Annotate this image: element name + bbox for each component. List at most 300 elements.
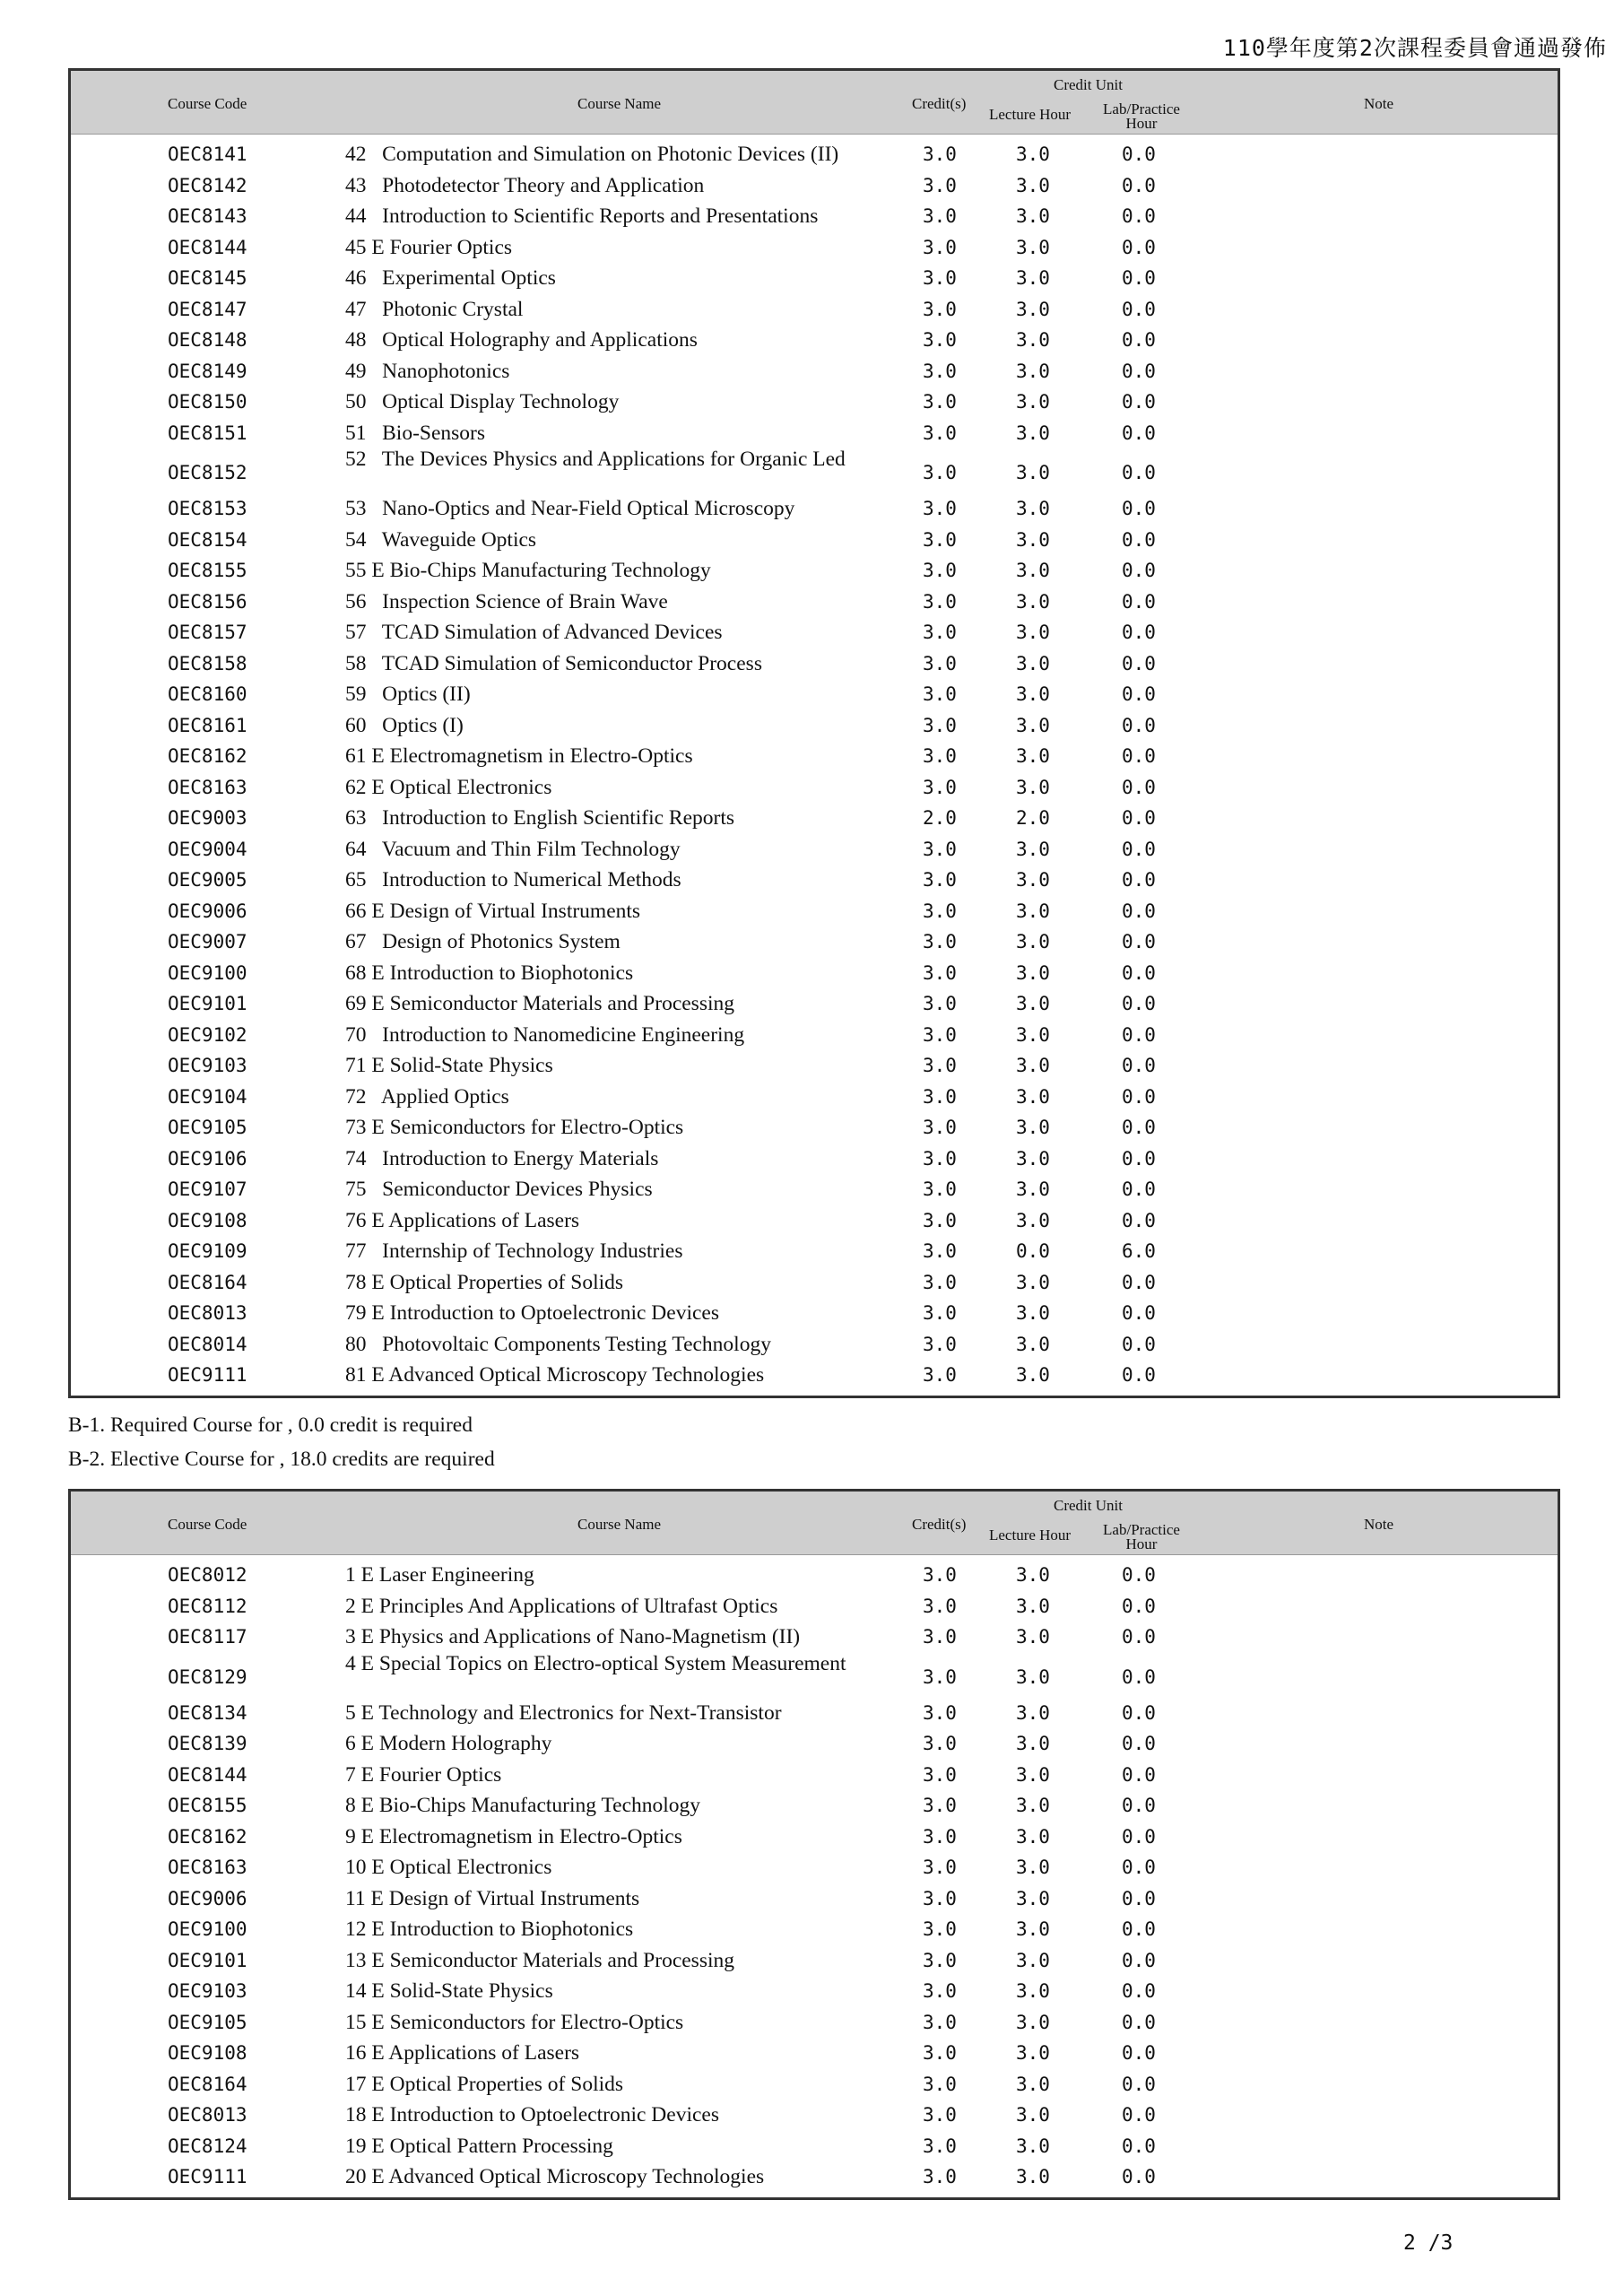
course-name-cell: 57 TCAD Simulation of Advanced Devices bbox=[345, 621, 723, 644]
table-row bbox=[71, 618, 1558, 649]
course-code-cell: OEC8160 bbox=[168, 683, 247, 705]
course-name-cell: 64 Vacuum and Thin Film Technology bbox=[345, 837, 681, 861]
lecture-hour-cell: 3.0 bbox=[1016, 869, 1050, 891]
course-name-cell: 43 Photodetector Theory and Application bbox=[345, 173, 705, 197]
credits-cell: 3.0 bbox=[923, 2011, 957, 2033]
lecture-hour-cell: 3.0 bbox=[1016, 174, 1050, 196]
lab-hour-cell: 0.0 bbox=[1122, 590, 1156, 613]
course-code-cell: OEC9107 bbox=[168, 1178, 247, 1200]
credits-cell: 3.0 bbox=[923, 993, 957, 1014]
table-row bbox=[71, 1699, 1558, 1730]
lab-hour-cell: 0.0 bbox=[1122, 174, 1156, 196]
table-row bbox=[71, 711, 1558, 743]
lab-hour-cell: 0.0 bbox=[1122, 1701, 1156, 1724]
credits-cell: 3.0 bbox=[923, 1763, 957, 1786]
course-code-cell: OEC8162 bbox=[168, 745, 247, 767]
course-name-cell: 5 E Technology and Electronics for Next-Transistor bbox=[345, 1700, 782, 1725]
course-name-cell: 77 Internship of Technology Industries bbox=[345, 1239, 683, 1263]
course-name-cell: 60 Optics (I) bbox=[345, 713, 464, 737]
credits-cell: 3.0 bbox=[923, 498, 957, 519]
course-name-cell: 55 E Bio-Chips Manufacturing Technology bbox=[345, 559, 711, 582]
course-name-cell: 10 E Optical Electronics bbox=[345, 1856, 552, 1879]
credits-cell: 3.0 bbox=[923, 1302, 957, 1324]
lab-hour-cell: 0.0 bbox=[1122, 1733, 1156, 1754]
course-code-cell: OEC9005 bbox=[168, 869, 247, 891]
lab-hour-cell: 0.0 bbox=[1122, 560, 1156, 581]
lecture-hour-cell: 3.0 bbox=[1016, 329, 1050, 351]
course-name-cell: 12 E Introduction to Biophotonics bbox=[345, 1918, 634, 1941]
table-row bbox=[71, 1206, 1558, 1238]
table-body bbox=[71, 135, 1558, 1396]
course-code-cell: OEC8117 bbox=[168, 1626, 247, 1648]
course-name-cell: 47 Photonic Crystal bbox=[345, 297, 524, 321]
course-name-cell: 13 E Semiconductor Materials and Processing bbox=[345, 1948, 735, 1972]
course-code-cell: OEC9108 bbox=[168, 1209, 247, 1231]
lab-hour-cell: 0.0 bbox=[1122, 1564, 1156, 1586]
section-b1-label: B-1. Required Course for , 0.0 credit is required bbox=[68, 1413, 473, 1437]
lab-hour-cell: 0.0 bbox=[1122, 2011, 1156, 2033]
credits-cell: 3.0 bbox=[923, 205, 957, 227]
credits-cell: 3.0 bbox=[923, 2104, 957, 2126]
lab-header-line2: Hour bbox=[1125, 1535, 1158, 1552]
column-header-course-code: Course Code bbox=[168, 1516, 247, 1533]
lab-hour-cell: 0.0 bbox=[1122, 1949, 1156, 1971]
lab-hour-cell: 0.0 bbox=[1122, 267, 1156, 289]
credits-cell: 3.0 bbox=[923, 900, 957, 922]
credits-cell: 3.0 bbox=[923, 422, 957, 444]
lecture-hour-cell: 3.0 bbox=[1016, 462, 1050, 483]
course-name-cell: 52 The Devices Physics and Applications for Organic Led bbox=[345, 448, 846, 471]
course-code-cell: OEC8151 bbox=[168, 422, 247, 444]
credits-cell: 3.0 bbox=[923, 1117, 957, 1138]
lab-hour-cell: 0.0 bbox=[1122, 714, 1156, 736]
lecture-hour-cell: 3.0 bbox=[1016, 298, 1050, 320]
course-name-cell: 65 Introduction to Numerical Methods bbox=[345, 868, 681, 891]
course-code-cell: OEC8153 bbox=[168, 498, 247, 519]
course-code-cell: OEC9101 bbox=[168, 993, 247, 1014]
table-row bbox=[71, 959, 1558, 990]
lecture-hour-cell: 3.0 bbox=[1016, 1857, 1050, 1878]
course-name-cell: 74 Introduction to Energy Materials bbox=[345, 1146, 659, 1170]
lab-hour-cell: 0.0 bbox=[1122, 528, 1156, 551]
credits-cell: 3.0 bbox=[923, 329, 957, 351]
lab-hour-cell: 6.0 bbox=[1122, 1240, 1156, 1262]
table-row bbox=[71, 1144, 1558, 1176]
lecture-hour-cell: 3.0 bbox=[1016, 961, 1050, 984]
lab-hour-cell: 0.0 bbox=[1122, 993, 1156, 1014]
credits-cell: 3.0 bbox=[923, 2166, 957, 2187]
lab-hour-cell: 0.0 bbox=[1122, 1023, 1156, 1046]
section-b2-label: B-2. Elective Course for , 18.0 credits are required bbox=[68, 1448, 495, 1471]
credits-cell: 3.0 bbox=[923, 1271, 957, 1293]
lecture-hour-cell: 3.0 bbox=[1016, 2042, 1050, 2064]
lecture-hour-cell: 3.0 bbox=[1016, 1887, 1050, 1909]
course-name-cell: 76 E Applications of Lasers bbox=[345, 1208, 580, 1232]
lecture-hour-cell: 3.0 bbox=[1016, 2073, 1050, 2095]
lecture-hour-cell: 3.0 bbox=[1016, 745, 1050, 767]
lecture-hour-cell: 3.0 bbox=[1016, 1209, 1050, 1231]
course-name-cell: 72 Applied Optics bbox=[345, 1084, 509, 1109]
lecture-hour-cell: 3.0 bbox=[1016, 1333, 1050, 1355]
credits-cell: 2.0 bbox=[923, 807, 957, 829]
course-code-cell: OEC9111 bbox=[168, 1364, 247, 1386]
credits-cell: 3.0 bbox=[923, 590, 957, 613]
course-code-cell: OEC9106 bbox=[168, 1147, 247, 1170]
table-row bbox=[71, 1822, 1558, 1854]
course-code-cell: OEC8154 bbox=[168, 528, 247, 551]
course-name-cell: 81 E Advanced Optical Microscopy Technologies bbox=[345, 1363, 765, 1387]
course-code-cell: OEC8161 bbox=[168, 714, 247, 736]
table-row bbox=[71, 2008, 1558, 2039]
lab-hour-cell: 0.0 bbox=[1122, 1918, 1156, 1940]
lecture-hour-cell: 3.0 bbox=[1016, 144, 1050, 165]
course-name-cell: 1 E Laser Engineering bbox=[345, 1563, 534, 1587]
table-header bbox=[71, 1492, 1558, 1555]
lab-hour-cell: 0.0 bbox=[1122, 1178, 1156, 1200]
course-name-cell: 4 E Special Topics on Electro-optical System Measurement bbox=[345, 1651, 846, 1675]
course-name-cell: 61 E Electromagnetism in Electro-Optics bbox=[345, 744, 693, 768]
lecture-hour-cell: 3.0 bbox=[1016, 1733, 1050, 1754]
lecture-hour-cell: 3.0 bbox=[1016, 1178, 1050, 1200]
course-code-cell: OEC9109 bbox=[168, 1240, 247, 1262]
course-code-cell: OEC9006 bbox=[168, 1887, 247, 1909]
credits-cell: 3.0 bbox=[923, 745, 957, 767]
lab-hour-cell: 0.0 bbox=[1122, 931, 1156, 952]
course-code-cell: OEC8163 bbox=[168, 776, 247, 798]
table-row bbox=[71, 835, 1558, 866]
course-name-cell: 69 E Semiconductor Materials and Processing bbox=[345, 992, 735, 1015]
table-row bbox=[71, 326, 1558, 357]
course-code-cell: OEC9103 bbox=[168, 1980, 247, 2002]
lab-hour-cell: 0.0 bbox=[1122, 360, 1156, 382]
course-code-cell: OEC9100 bbox=[168, 961, 247, 984]
table-row bbox=[71, 1622, 1558, 1654]
lecture-hour-cell: 3.0 bbox=[1016, 683, 1050, 705]
lab-hour-cell: 0.0 bbox=[1122, 422, 1156, 444]
credits-cell: 3.0 bbox=[923, 391, 957, 413]
lab-hour-cell: 0.0 bbox=[1122, 1825, 1156, 1848]
lab-hour-cell: 0.0 bbox=[1122, 298, 1156, 320]
course-name-cell: 3 E Physics and Applications of Nano-Magnetism (II) bbox=[345, 1625, 801, 1648]
lab-hour-cell: 0.0 bbox=[1122, 1271, 1156, 1293]
table-row bbox=[71, 526, 1558, 557]
course-code-cell: OEC9105 bbox=[168, 1117, 247, 1138]
course-name-cell: 63 Introduction to English Scientific Reports bbox=[345, 806, 735, 830]
lecture-hour-cell: 3.0 bbox=[1016, 1085, 1050, 1108]
table-row bbox=[71, 2070, 1558, 2101]
lecture-hour-cell: 3.0 bbox=[1016, 1147, 1050, 1170]
lab-hour-cell: 0.0 bbox=[1122, 1763, 1156, 1786]
lab-hour-cell: 0.0 bbox=[1122, 838, 1156, 860]
course-name-cell: 49 Nanophotonics bbox=[345, 359, 510, 383]
credits-cell: 3.0 bbox=[923, 2042, 957, 2064]
lab-hour-cell: 0.0 bbox=[1122, 683, 1156, 705]
lecture-hour-cell: 3.0 bbox=[1016, 1763, 1050, 1786]
course-code-cell: OEC8014 bbox=[168, 1333, 247, 1355]
credits-cell: 3.0 bbox=[923, 560, 957, 581]
lab-hour-cell: 0.0 bbox=[1122, 1209, 1156, 1231]
course-name-cell: 66 E Design of Virtual Instruments bbox=[345, 899, 641, 923]
course-name-cell: 46 Experimental Optics bbox=[345, 266, 556, 290]
table-row bbox=[71, 1592, 1558, 1623]
course-code-cell: OEC9105 bbox=[168, 2011, 247, 2033]
course-name-cell: 11 E Design of Virtual Instruments bbox=[345, 1886, 640, 1910]
lecture-hour-cell: 3.0 bbox=[1016, 1595, 1050, 1617]
lab-hour-cell: 0.0 bbox=[1122, 1147, 1156, 1170]
lecture-hour-cell: 3.0 bbox=[1016, 560, 1050, 581]
lab-hour-cell: 0.0 bbox=[1122, 236, 1156, 258]
column-header-note: Note bbox=[1364, 1516, 1394, 1533]
lecture-hour-cell: 3.0 bbox=[1016, 1795, 1050, 1816]
course-code-cell: OEC8162 bbox=[168, 1825, 247, 1848]
credits-cell: 3.0 bbox=[923, 1825, 957, 1848]
credits-cell: 3.0 bbox=[923, 1178, 957, 1200]
credits-cell: 3.0 bbox=[923, 528, 957, 551]
credits-cell: 3.0 bbox=[923, 462, 957, 483]
table-row bbox=[71, 1175, 1558, 1206]
course-name-cell: 59 Optics (II) bbox=[345, 683, 471, 706]
course-name-cell: 7 E Fourier Optics bbox=[345, 1762, 502, 1787]
credits-cell: 3.0 bbox=[923, 961, 957, 984]
lecture-hour-cell: 3.0 bbox=[1016, 900, 1050, 922]
table-row bbox=[71, 742, 1558, 773]
course-code-cell: OEC9101 bbox=[168, 1949, 247, 1971]
lab-hour-cell: 0.0 bbox=[1122, 1302, 1156, 1324]
credits-cell: 3.0 bbox=[923, 236, 957, 258]
lab-hour-cell: 0.0 bbox=[1122, 1085, 1156, 1108]
table-row bbox=[71, 1853, 1558, 1884]
credits-cell: 3.0 bbox=[923, 776, 957, 798]
lecture-hour-cell: 3.0 bbox=[1016, 2135, 1050, 2157]
course-code-cell: OEC9007 bbox=[168, 931, 247, 952]
credits-cell: 3.0 bbox=[923, 144, 957, 165]
lecture-hour-cell: 3.0 bbox=[1016, 838, 1050, 860]
lab-hour-cell: 0.0 bbox=[1122, 1795, 1156, 1816]
course-name-cell: 78 E Optical Properties of Solids bbox=[345, 1270, 624, 1294]
course-name-cell: 45 E Fourier Optics bbox=[345, 235, 513, 259]
credits-cell: 3.0 bbox=[923, 174, 957, 196]
lab-hour-cell: 0.0 bbox=[1122, 1595, 1156, 1617]
lecture-hour-cell: 3.0 bbox=[1016, 1023, 1050, 1046]
column-header-credit-unit: Credit Unit bbox=[1054, 76, 1123, 93]
lecture-hour-cell: 3.0 bbox=[1016, 2104, 1050, 2126]
table-row bbox=[71, 1051, 1558, 1083]
lecture-hour-cell: 3.0 bbox=[1016, 1117, 1050, 1138]
lab-hour-cell: 0.0 bbox=[1122, 807, 1156, 829]
course-name-cell: 15 E Semiconductors for Electro-Optics bbox=[345, 2010, 684, 2034]
table-row bbox=[71, 1361, 1558, 1392]
lab-hour-cell: 0.0 bbox=[1122, 900, 1156, 922]
credits-cell: 3.0 bbox=[923, 1701, 957, 1724]
lab-hour-cell: 0.0 bbox=[1122, 329, 1156, 351]
lecture-hour-cell: 3.0 bbox=[1016, 236, 1050, 258]
lab-hour-cell: 0.0 bbox=[1122, 1857, 1156, 1878]
course-name-cell: 58 TCAD Simulation of Semiconductor Process bbox=[345, 651, 762, 675]
course-code-cell: OEC8129 bbox=[168, 1665, 247, 1688]
course-code-cell: OEC8152 bbox=[168, 462, 247, 483]
table-row bbox=[71, 649, 1558, 681]
course-code-cell: OEC8134 bbox=[168, 1701, 247, 1724]
lab-hour-cell: 0.0 bbox=[1122, 776, 1156, 798]
lecture-hour-cell: 3.0 bbox=[1016, 1564, 1050, 1586]
table-row bbox=[71, 1651, 1558, 1699]
course-code-cell: OEC8141 bbox=[168, 144, 247, 165]
course-code-cell: OEC8013 bbox=[168, 2104, 247, 2126]
course-code-cell: OEC8143 bbox=[168, 205, 247, 227]
course-name-cell: 42 Computation and Simulation on Photonic Devices (II) bbox=[345, 143, 839, 166]
lecture-hour-cell: 3.0 bbox=[1016, 993, 1050, 1014]
credits-cell: 3.0 bbox=[923, 360, 957, 382]
table-row bbox=[71, 357, 1558, 388]
column-header-credit-unit: Credit Unit bbox=[1054, 1497, 1123, 1514]
table-row bbox=[71, 1884, 1558, 1916]
column-header-course-code: Course Code bbox=[168, 95, 247, 112]
course-code-cell: OEC8144 bbox=[168, 236, 247, 258]
lab-header-line2: Hour bbox=[1125, 115, 1158, 132]
lecture-hour-cell: 3.0 bbox=[1016, 422, 1050, 444]
lab-hour-cell: 0.0 bbox=[1122, 1364, 1156, 1386]
table-row bbox=[71, 171, 1558, 203]
table-row bbox=[71, 2100, 1558, 2132]
course-code-cell: OEC8147 bbox=[168, 298, 247, 320]
course-name-cell: 80 Photovoltaic Components Testing Technology bbox=[345, 1332, 771, 1356]
credits-cell: 3.0 bbox=[923, 1333, 957, 1355]
course-code-cell: OEC9003 bbox=[168, 807, 247, 829]
course-code-cell: OEC9102 bbox=[168, 1023, 247, 1046]
course-name-cell: 6 E Modern Holography bbox=[345, 1732, 552, 1755]
table-row bbox=[71, 2162, 1558, 2194]
course-table-elective bbox=[68, 68, 1560, 1398]
lab-hour-cell: 0.0 bbox=[1122, 869, 1156, 891]
table-row bbox=[71, 1946, 1558, 1978]
lab-hour-cell: 0.0 bbox=[1122, 2104, 1156, 2126]
course-code-cell: OEC8163 bbox=[168, 1857, 247, 1878]
lecture-hour-cell: 3.0 bbox=[1016, 2166, 1050, 2187]
course-name-cell: 8 E Bio-Chips Manufacturing Technology bbox=[345, 1794, 701, 1817]
lecture-hour-cell: 3.0 bbox=[1016, 1626, 1050, 1648]
credits-cell: 3.0 bbox=[923, 652, 957, 674]
course-code-cell: OEC8139 bbox=[168, 1733, 247, 1754]
course-name-cell: 70 Introduction to Nanomedicine Engineering bbox=[345, 1022, 745, 1047]
lab-hour-cell: 0.0 bbox=[1122, 961, 1156, 984]
lecture-hour-cell: 3.0 bbox=[1016, 498, 1050, 519]
course-code-cell: OEC8148 bbox=[168, 329, 247, 351]
credits-cell: 3.0 bbox=[923, 1733, 957, 1754]
course-name-cell: 51 Bio-Sensors bbox=[345, 421, 486, 445]
lecture-hour-cell: 3.0 bbox=[1016, 652, 1050, 674]
lecture-hour-cell: 3.0 bbox=[1016, 1302, 1050, 1324]
course-name-cell: 79 E Introduction to Optoelectronic Devices bbox=[345, 1301, 719, 1325]
column-header-note: Note bbox=[1364, 95, 1394, 112]
table-row bbox=[71, 2039, 1558, 2070]
credits-cell: 3.0 bbox=[923, 1209, 957, 1231]
course-name-cell: 19 E Optical Pattern Processing bbox=[345, 2134, 613, 2158]
table-row bbox=[71, 587, 1558, 619]
course-table-b2 bbox=[68, 1489, 1560, 2200]
table-row bbox=[71, 773, 1558, 804]
table-row bbox=[71, 419, 1558, 450]
column-header-lab-hour bbox=[1095, 102, 1188, 131]
course-code-cell: OEC8124 bbox=[168, 2135, 247, 2157]
course-name-cell: 54 Waveguide Optics bbox=[345, 527, 537, 552]
lecture-hour-cell: 3.0 bbox=[1016, 1918, 1050, 1940]
table-row bbox=[71, 989, 1558, 1021]
course-code-cell: OEC8013 bbox=[168, 1302, 247, 1324]
lab-hour-cell: 0.0 bbox=[1122, 1626, 1156, 1648]
table-row bbox=[71, 494, 1558, 526]
lecture-hour-cell: 3.0 bbox=[1016, 931, 1050, 952]
course-name-cell: 62 E Optical Electronics bbox=[345, 775, 552, 799]
table-body bbox=[71, 1555, 1558, 2197]
course-code-cell: OEC8150 bbox=[168, 391, 247, 413]
course-name-cell: 2 E Principles And Applications of Ultrafast Optics bbox=[345, 1594, 778, 1618]
lecture-hour-cell: 3.0 bbox=[1016, 1665, 1050, 1688]
lab-hour-cell: 0.0 bbox=[1122, 1333, 1156, 1355]
table-row bbox=[71, 897, 1558, 928]
course-name-cell: 53 Nano-Optics and Near-Field Optical Microscopy bbox=[345, 497, 795, 520]
lab-hour-cell: 0.0 bbox=[1122, 391, 1156, 413]
table-row bbox=[71, 927, 1558, 959]
table-row bbox=[71, 1729, 1558, 1761]
course-code-cell: OEC8144 bbox=[168, 1763, 247, 1786]
lecture-hour-cell: 3.0 bbox=[1016, 391, 1050, 413]
lecture-hour-cell: 3.0 bbox=[1016, 1055, 1050, 1076]
lecture-hour-cell: 0.0 bbox=[1016, 1240, 1050, 1262]
lecture-hour-cell: 3.0 bbox=[1016, 1825, 1050, 1848]
table-row bbox=[71, 865, 1558, 897]
table-row bbox=[71, 1791, 1558, 1822]
credits-cell: 3.0 bbox=[923, 1085, 957, 1108]
course-code-cell: OEC8164 bbox=[168, 1271, 247, 1293]
lab-hour-cell: 0.0 bbox=[1122, 205, 1156, 227]
document-header-note: 110學年度第2次課程委員會通過發佈 bbox=[1222, 35, 1607, 61]
lecture-hour-cell: 3.0 bbox=[1016, 590, 1050, 613]
lecture-hour-cell: 2.0 bbox=[1016, 807, 1050, 829]
lecture-hour-cell: 3.0 bbox=[1016, 267, 1050, 289]
lab-header-line1: Lab/Practice bbox=[1103, 100, 1180, 117]
course-name-cell: 75 Semiconductor Devices Physics bbox=[345, 1178, 653, 1201]
credits-cell: 3.0 bbox=[923, 1887, 957, 1909]
credits-cell: 3.0 bbox=[923, 1795, 957, 1816]
table-row bbox=[71, 2132, 1558, 2163]
course-code-cell: OEC9100 bbox=[168, 1918, 247, 1940]
lab-hour-cell: 0.0 bbox=[1122, 498, 1156, 519]
table-row bbox=[71, 1083, 1558, 1114]
credits-cell: 3.0 bbox=[923, 1595, 957, 1617]
lab-hour-cell: 0.0 bbox=[1122, 2166, 1156, 2187]
table-row bbox=[71, 556, 1558, 587]
table-row bbox=[71, 1299, 1558, 1330]
column-header-course-name: Course Name bbox=[577, 95, 662, 112]
lab-hour-cell: 0.0 bbox=[1122, 1055, 1156, 1076]
course-name-cell: 9 E Electromagnetism in Electro-Optics bbox=[345, 1824, 682, 1848]
course-code-cell: OEC8155 bbox=[168, 1795, 247, 1816]
course-name-cell: 48 Optical Holography and Applications bbox=[345, 328, 698, 352]
course-name-cell: 14 E Solid-State Physics bbox=[345, 1979, 553, 2003]
course-name-cell: 17 E Optical Properties of Solids bbox=[345, 2072, 624, 2096]
lecture-hour-cell: 3.0 bbox=[1016, 1364, 1050, 1386]
table-row bbox=[71, 1021, 1558, 1052]
lecture-hour-cell: 3.0 bbox=[1016, 1980, 1050, 2002]
lecture-hour-cell: 3.0 bbox=[1016, 1271, 1050, 1293]
course-name-cell: 20 E Advanced Optical Microscopy Technologies bbox=[345, 2165, 765, 2188]
column-header-lecture-hour: Lecture Hour bbox=[989, 106, 1072, 123]
course-name-cell: 44 Introduction to Scientific Reports and Presentations bbox=[345, 204, 819, 228]
table-row bbox=[71, 1915, 1558, 1946]
lecture-hour-cell: 3.0 bbox=[1016, 776, 1050, 798]
course-code-cell: OEC8112 bbox=[168, 1595, 247, 1617]
column-header-course-name: Course Name bbox=[577, 1516, 662, 1533]
